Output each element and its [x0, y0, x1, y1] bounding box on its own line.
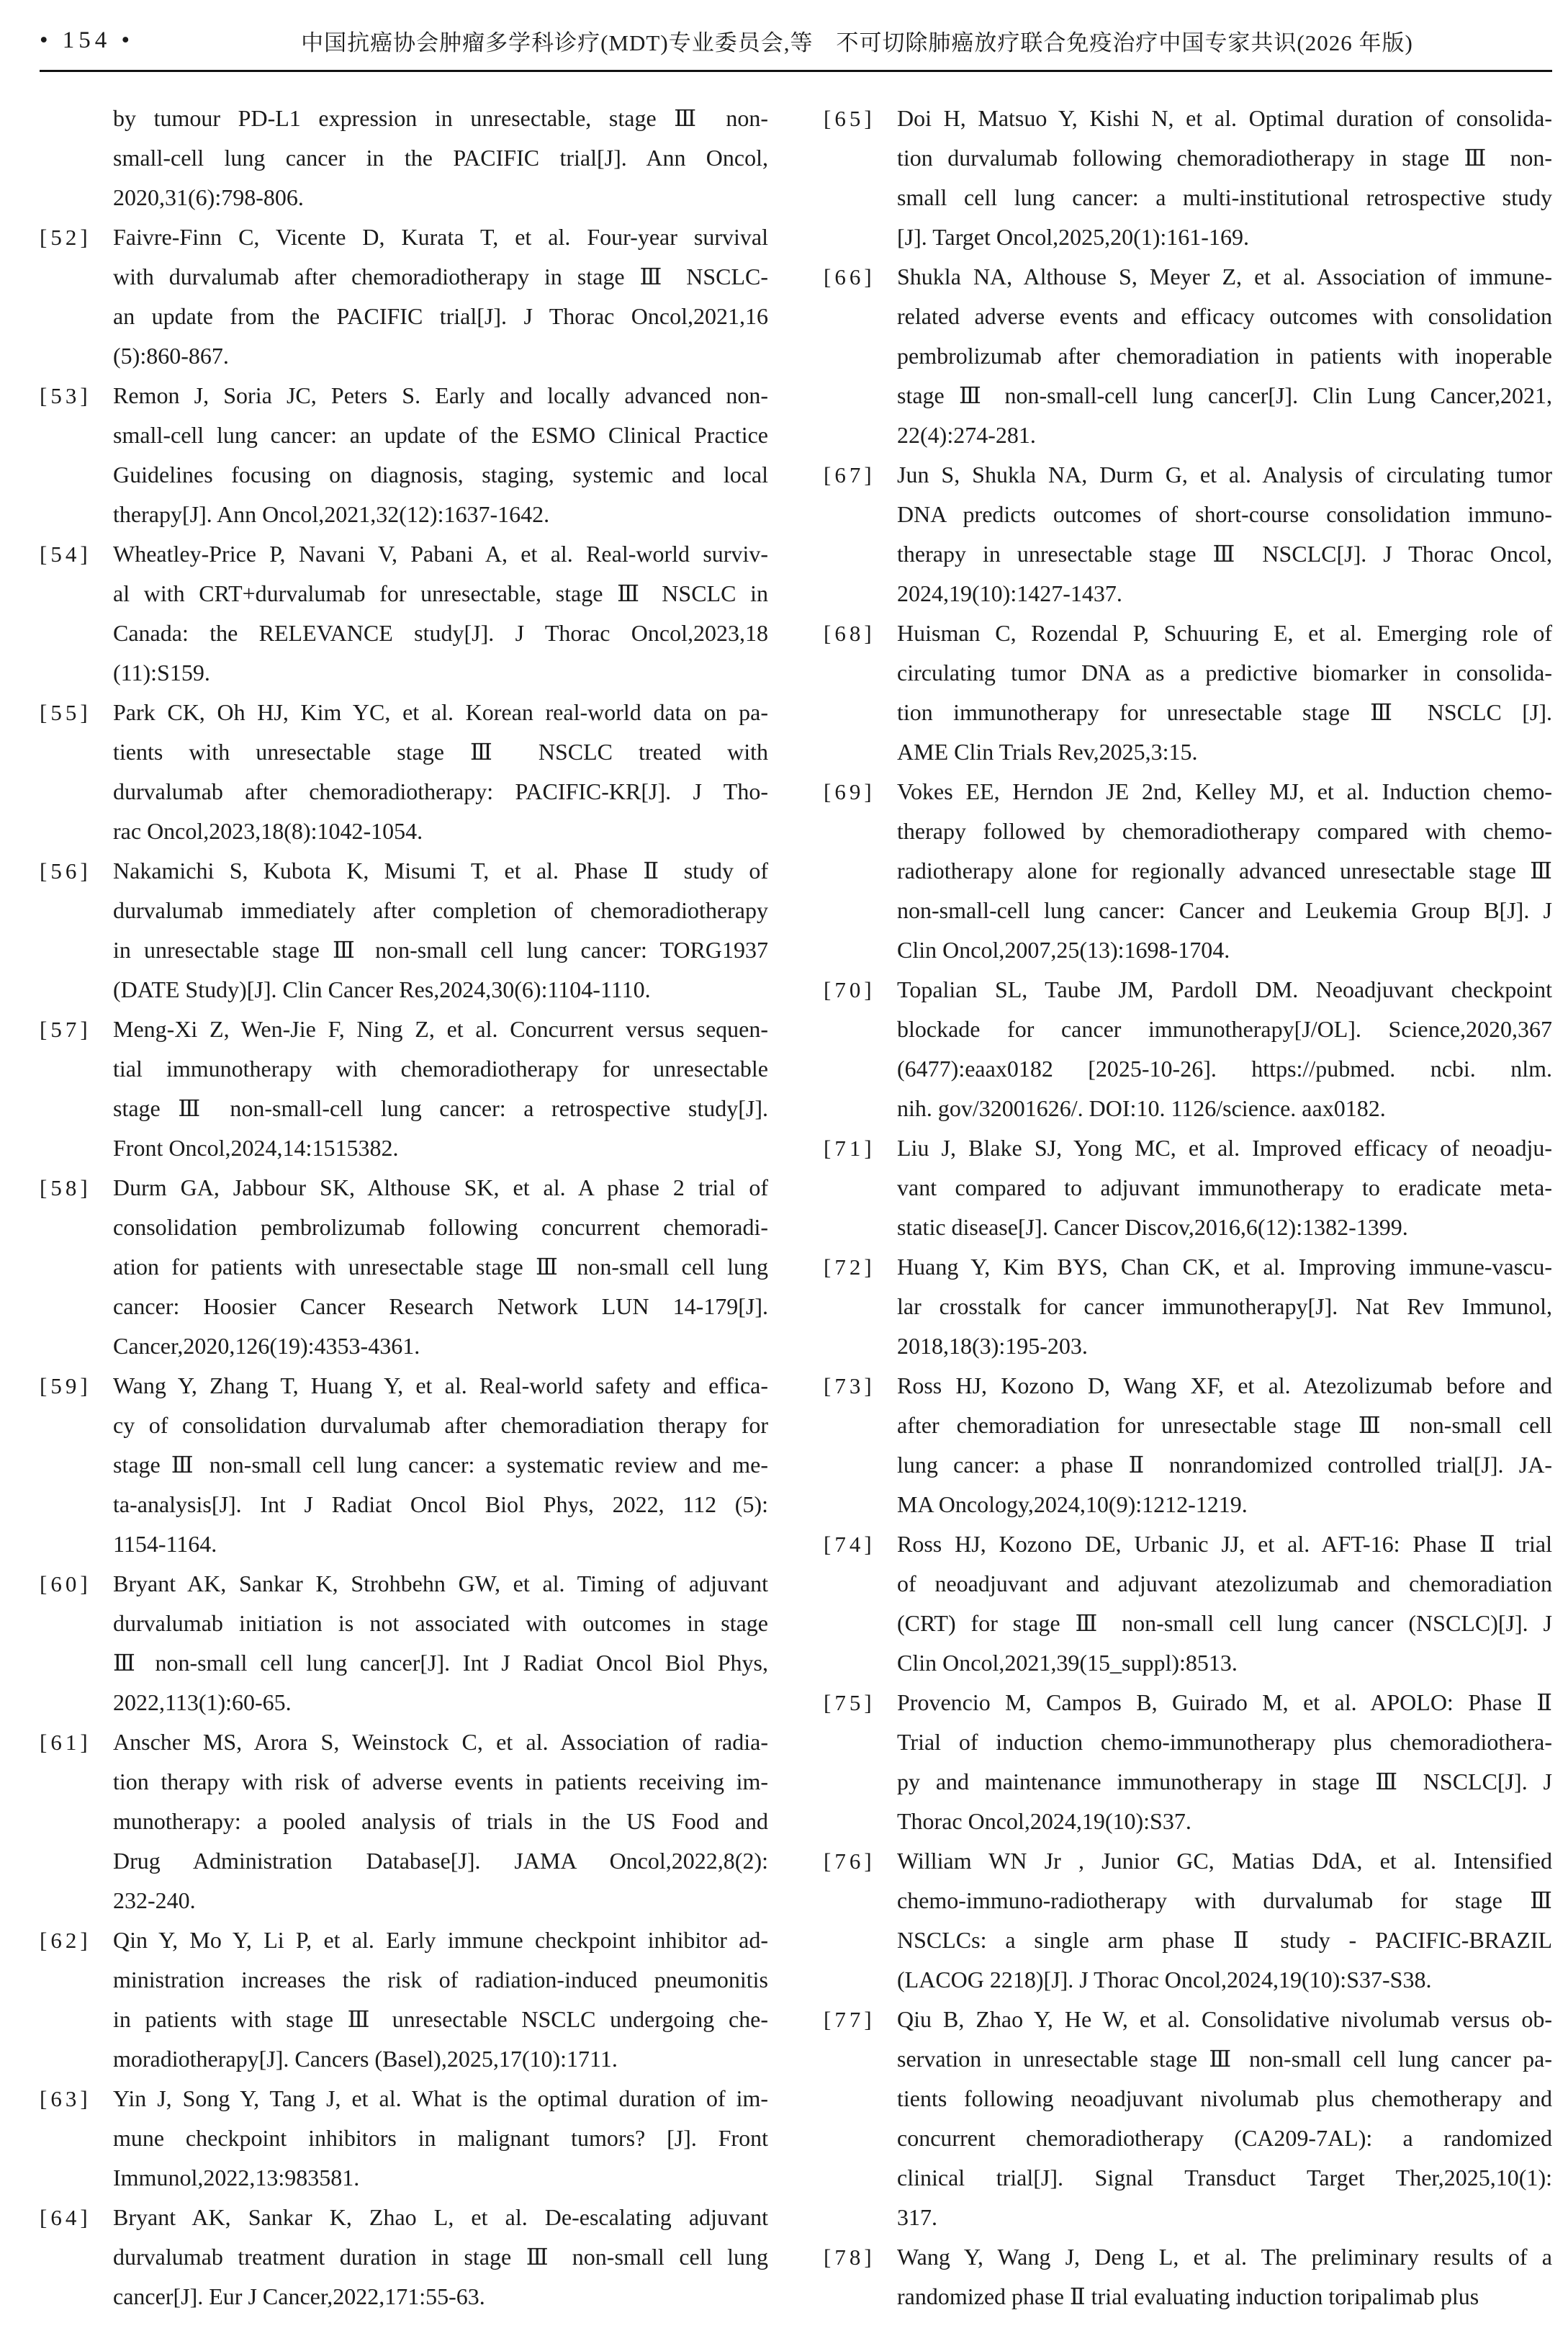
- reference-line: Clin Oncol,2007,25(13):1698-1704.: [897, 937, 1230, 963]
- reference-number: [56]: [40, 858, 91, 884]
- reference-item: [824, 1524, 1552, 1683]
- reference-line: chemo-immuno-radiotherapy with durvalumab for stage Ⅲ: [897, 1887, 1552, 1913]
- reference-line: nih. gov/32001626/. DOI:10. 1126/science. aax0182.: [897, 1095, 1386, 1121]
- reference-body: [113, 1168, 768, 1366]
- reference-line: Ross HJ, Kozono D, Wang XF, et al. Atezolizumab before and: [897, 1372, 1552, 1398]
- reference-line: durvalumab immediately after completion of chemoradiotherapy: [113, 897, 768, 923]
- reference-line: Canada: the RELEVANCE study[J]. J Thorac Oncol,2023,18: [113, 620, 768, 646]
- reference-item: [40, 693, 768, 851]
- reference-line: 1154-1164.: [113, 1531, 217, 1557]
- reference-number: [72]: [824, 1254, 875, 1280]
- reference-line: small-cell lung cancer in the PACIFIC trial[J]. Ann Oncol,: [113, 145, 768, 171]
- reference-body: [897, 772, 1552, 970]
- reference-line: Remon J, Soria JC, Peters S. Early and locally advanced non-: [113, 382, 768, 408]
- reference-item: [824, 1366, 1552, 1524]
- reference-body: [113, 1564, 768, 1722]
- reference-line: 2022,113(1):60-65.: [113, 1689, 292, 1715]
- reference-line: Drug Administration Database[J]. JAMA Oncol,2022,8(2):: [113, 1848, 768, 1874]
- reference-line: consolidation pembrolizumab following concurrent chemoradi-: [113, 1214, 768, 1240]
- reference-body: [113, 851, 768, 1010]
- references-section: [40, 99, 1552, 2317]
- reference-line: Doi H, Matsuo Y, Kishi N, et al. Optimal duration of consolida-: [897, 105, 1552, 131]
- reference-number: [58]: [40, 1175, 91, 1200]
- reference-item: [824, 1128, 1552, 1247]
- reference-item: [824, 772, 1552, 970]
- reference-line: DNA predicts outcomes of short-course consolidation immuno-: [897, 501, 1552, 527]
- reference-body: [113, 1366, 768, 1564]
- reference-body: [897, 970, 1552, 1128]
- reference-number: [68]: [824, 621, 875, 646]
- reference-number: [64]: [40, 2205, 91, 2230]
- reference-number: [53]: [40, 383, 91, 408]
- reference-number: [59]: [40, 1373, 91, 1398]
- reference-line: clinical trial[J]. Signal Transduct Target Ther,2025,10(1):: [897, 2165, 1552, 2191]
- reference-line: Park CK, Oh HJ, Kim YC, et al. Korean real-world data on pa-: [113, 699, 768, 725]
- reference-item: [824, 2000, 1552, 2237]
- reference-line: Wheatley-Price P, Navani V, Pabani A, et al. Real-world surviv-: [113, 541, 768, 567]
- reference-line: vant compared to adjuvant immunotherapy to eradicate meta-: [897, 1174, 1552, 1200]
- reference-line: William WN Jr , Junior GC, Matias DdA, et al. Intensified: [897, 1848, 1552, 1874]
- reference-body: [897, 455, 1552, 614]
- reference-line: of neoadjuvant and adjuvant atezolizumab and chemoradiation: [897, 1571, 1552, 1596]
- reference-line: tients with unresectable stage Ⅲ NSCLC treated with: [113, 739, 768, 765]
- header-divider: [40, 70, 1552, 72]
- reference-item: [40, 217, 768, 376]
- reference-body: [897, 2237, 1552, 2317]
- reference-body: [113, 2079, 768, 2198]
- reference-line: by tumour PD-L1 expression in unresectable, stage Ⅲ non-: [113, 105, 768, 131]
- reference-item: [824, 455, 1552, 614]
- reference-item: [824, 2237, 1552, 2317]
- reference-line: lung cancer: a phase Ⅱ nonrandomized controlled trial[J]. JA-: [897, 1452, 1552, 1478]
- reference-body: [897, 1683, 1552, 1841]
- reference-line: stage Ⅲ non-small-cell lung cancer: a retrospective study[J].: [113, 1095, 768, 1121]
- reference-line: (6477):eaax0182 [2025-10-26]. https://pubmed. ncbi. nlm.: [897, 1056, 1552, 1082]
- reference-line: ation for patients with unresectable stage Ⅲ non-small cell lung: [113, 1254, 768, 1280]
- reference-line: AME Clin Trials Rev,2025,3:15.: [897, 739, 1198, 765]
- reference-body: [897, 257, 1552, 455]
- reference-line: pembrolizumab after chemoradiation in patients with inoperable: [897, 343, 1552, 369]
- reference-body: [897, 2000, 1552, 2237]
- reference-line: Qin Y, Mo Y, Li P, et al. Early immune checkpoint inhibitor ad-: [113, 1927, 768, 1953]
- reference-body: [897, 99, 1552, 257]
- reference-line: 22(4):274-281.: [897, 422, 1036, 448]
- reference-item: [824, 970, 1552, 1128]
- reference-body: [113, 2198, 768, 2317]
- reference-line: [J]. Target Oncol,2025,20(1):161-169.: [897, 224, 1249, 250]
- reference-line: tion durvalumab following chemoradiotherapy in stage Ⅲ non-: [897, 145, 1552, 171]
- reference-line: durvalumab initiation is not associated with outcomes in stage: [113, 1610, 768, 1636]
- reference-line: durvalumab after chemoradiotherapy: PACIFIC-KR[J]. J Tho-: [113, 778, 768, 804]
- page-header: [40, 22, 1552, 59]
- reference-line: Topalian SL, Taube JM, Pardoll DM. Neoadjuvant checkpoint: [897, 976, 1552, 1002]
- reference-line: (5):860-867.: [113, 343, 229, 369]
- reference-line: (CRT) for stage Ⅲ non-small cell lung cancer (NSCLC)[J]. J: [897, 1610, 1552, 1636]
- references-column-right: [824, 99, 1552, 2317]
- reference-line: lar crosstalk for cancer immunotherapy[J]. Nat Rev Immunol,: [897, 1293, 1552, 1319]
- reference-line: in patients with stage Ⅲ unresectable NSCLC undergoing che-: [113, 2006, 768, 2032]
- reference-body: [897, 1366, 1552, 1524]
- reference-line: Provencio M, Campos B, Guirado M, et al. APOLO: Phase Ⅱ: [897, 1689, 1552, 1715]
- reference-number: [55]: [40, 700, 91, 725]
- reference-line: MA Oncology,2024,10(9):1212-1219.: [897, 1491, 1248, 1517]
- reference-line: Vokes EE, Herndon JE 2nd, Kelley MJ, et al. Induction chemo-: [897, 778, 1552, 804]
- reference-line: Front Oncol,2024,14:1515382.: [113, 1135, 399, 1161]
- reference-body: [897, 1524, 1552, 1683]
- reference-line: Clin Oncol,2021,39(15_suppl):8513.: [897, 1650, 1238, 1676]
- reference-line: 232-240.: [113, 1887, 196, 1913]
- reference-item: [40, 1366, 768, 1564]
- reference-line: rac Oncol,2023,18(8):1042-1054.: [113, 818, 423, 844]
- reference-line: 2024,19(10):1427-1437.: [897, 580, 1122, 606]
- reference-line: concurrent chemoradiotherapy (CA209-7AL): a randomized: [897, 2125, 1552, 2151]
- reference-line: ta-analysis[J]. Int J Radiat Oncol Biol Phys, 2022, 112 (5):: [113, 1491, 768, 1517]
- reference-number: [60]: [40, 1571, 91, 1596]
- reference-number: [74]: [824, 1532, 875, 1557]
- reference-body: [113, 99, 768, 217]
- reference-line: 317.: [897, 2204, 937, 2230]
- reference-line: Bryant AK, Sankar K, Zhao L, et al. De-escalating adjuvant: [113, 2204, 768, 2230]
- reference-item: [40, 1564, 768, 1722]
- reference-body: [113, 534, 768, 693]
- reference-line: Cancer,2020,126(19):4353-4361.: [113, 1333, 420, 1359]
- reference-line: non-small-cell lung cancer: Cancer and Leukemia Group B[J]. J: [897, 897, 1552, 923]
- reference-body: [113, 217, 768, 376]
- reference-number: [61]: [40, 1730, 91, 1755]
- reference-line: stage Ⅲ non-small-cell lung cancer[J]. Clin Lung Cancer,2021,: [897, 382, 1552, 408]
- reference-line: 2020,31(6):798-806.: [113, 184, 304, 210]
- reference-item: [824, 1247, 1552, 1366]
- reference-line: with durvalumab after chemoradiotherapy in stage Ⅲ NSCLC-: [113, 264, 768, 289]
- reference-line: therapy[J]. Ann Oncol,2021,32(12):1637-1642.: [113, 501, 550, 527]
- reference-body: [897, 614, 1552, 772]
- reference-line: cy of consolidation durvalumab after chemoradiation therapy for: [113, 1412, 768, 1438]
- reference-number: [78]: [824, 2245, 875, 2270]
- reference-number: [54]: [40, 542, 91, 567]
- reference-body: [897, 1247, 1552, 1366]
- reference-item: [824, 1841, 1552, 2000]
- reference-line: Jun S, Shukla NA, Durm G, et al. Analysis of circulating tumor: [897, 462, 1552, 487]
- reference-number: [69]: [824, 779, 875, 804]
- reference-line: NSCLCs: a single arm phase Ⅱ study - PACIFIC-BRAZIL: [897, 1927, 1552, 1953]
- reference-line: therapy followed by chemoradiotherapy compared with chemo-: [897, 818, 1552, 844]
- reference-body: [113, 693, 768, 851]
- reference-line: Ross HJ, Kozono DE, Urbanic JJ, et al. AFT-16: Phase Ⅱ trial: [897, 1531, 1552, 1557]
- reference-body: [897, 1841, 1552, 2000]
- reference-number: [63]: [40, 2086, 91, 2111]
- reference-line: in unresectable stage Ⅲ non-small cell lung cancer: TORG1937: [113, 937, 768, 963]
- reference-line: tial immunotherapy with chemoradiotherapy for unresectable: [113, 1056, 768, 1082]
- reference-line: py and maintenance immunotherapy in stage Ⅲ NSCLC[J]. J: [897, 1769, 1552, 1794]
- reference-line: radiotherapy alone for regionally advanced unresectable stage Ⅲ: [897, 858, 1552, 884]
- reference-line: small cell lung cancer: a multi-institutional retrospective study: [897, 184, 1552, 210]
- reference-line: al with CRT+durvalumab for unresectable, stage Ⅲ NSCLC in: [113, 580, 768, 606]
- reference-item: [40, 1168, 768, 1366]
- reference-item: [40, 1920, 768, 2079]
- reference-item: [40, 376, 768, 534]
- reference-item: [824, 1683, 1552, 1841]
- reference-line: cancer: Hoosier Cancer Research Network LUN 14-179[J].: [113, 1293, 768, 1319]
- reference-line: Shukla NA, Althouse S, Meyer Z, et al. Association of immune-: [897, 264, 1552, 289]
- reference-item: [824, 257, 1552, 455]
- reference-line: 2018,18(3):195-203.: [897, 1333, 1088, 1359]
- reference-number: [57]: [40, 1017, 91, 1042]
- reference-line: Qiu B, Zhao Y, He W, et al. Consolidative nivolumab versus ob-: [897, 2006, 1552, 2032]
- reference-item: [40, 2079, 768, 2198]
- reference-line: Nakamichi S, Kubota K, Misumi T, et al. Phase Ⅱ study of: [113, 858, 768, 884]
- reference-item: [40, 99, 768, 217]
- reference-line: Meng-Xi Z, Wen-Jie F, Ning Z, et al. Concurrent versus sequen-: [113, 1016, 768, 1042]
- reference-line: durvalumab treatment duration in stage Ⅲ non-small cell lung: [113, 2244, 768, 2270]
- reference-number: [77]: [824, 2007, 875, 2032]
- reference-line: Liu J, Blake SJ, Yong MC, et al. Improved efficacy of neoadju-: [897, 1135, 1552, 1161]
- reference-line: Anscher MS, Arora S, Weinstock C, et al. Association of radia-: [113, 1729, 768, 1755]
- reference-line: Faivre-Finn C, Vicente D, Kurata T, et al. Four-year survival: [113, 224, 768, 250]
- reference-item: [40, 1010, 768, 1168]
- reference-body: [897, 1128, 1552, 1247]
- reference-number: [66]: [824, 264, 875, 289]
- reference-line: Thorac Oncol,2024,19(10):S37.: [897, 1808, 1191, 1834]
- reference-line: randomized phase Ⅱ trial evaluating induction toripalimab plus: [897, 2283, 1479, 2309]
- reference-line: stage Ⅲ non-small cell lung cancer: a systematic review and me-: [113, 1452, 768, 1478]
- reference-item: [40, 2198, 768, 2317]
- reference-line: small-cell lung cancer: an update of the ESMO Clinical Practice: [113, 422, 768, 448]
- reference-line: Huisman C, Rozendal P, Schuuring E, et al. Emerging role of: [897, 620, 1552, 646]
- reference-body: [113, 376, 768, 534]
- reference-line: Immunol,2022,13:983581.: [113, 2165, 360, 2191]
- reference-line: ministration increases the risk of radiation-induced pneumonitis: [113, 1967, 768, 1992]
- reference-number: [73]: [824, 1373, 875, 1398]
- reference-line: static disease[J]. Cancer Discov,2016,6(12):1382-1399.: [897, 1214, 1408, 1240]
- reference-line: therapy in unresectable stage Ⅲ NSCLC[J]. J Thorac Oncol,: [897, 541, 1552, 567]
- reference-line: an update from the PACIFIC trial[J]. J Thorac Oncol,2021,16: [113, 303, 768, 329]
- reference-item: [40, 534, 768, 693]
- reference-line: Huang Y, Kim BYS, Chan CK, et al. Improving immune-vascu-: [897, 1254, 1552, 1280]
- reference-line: Yin J, Song Y, Tang J, et al. What is the optimal duration of im-: [113, 2085, 768, 2111]
- reference-number: [70]: [824, 977, 875, 1002]
- reference-line: mune checkpoint inhibitors in malignant tumors? [J]. Front: [113, 2125, 768, 2151]
- reference-body: [113, 1920, 768, 2079]
- reference-line: servation in unresectable stage Ⅲ non-small cell lung cancer pa-: [897, 2046, 1552, 2072]
- reference-line: (DATE Study)[J]. Clin Cancer Res,2024,30(6):1104-1110.: [113, 976, 651, 1002]
- reference-item: [824, 614, 1552, 772]
- reference-number: [62]: [40, 1928, 91, 1953]
- reference-line: (11):S159.: [113, 660, 210, 686]
- reference-line: tion therapy with risk of adverse events in patients receiving im-: [113, 1769, 768, 1794]
- reference-number: [67]: [824, 462, 875, 487]
- reference-line: tion immunotherapy for unresectable stage Ⅲ NSCLC [J].: [897, 699, 1552, 725]
- page-number: • 154 •: [40, 27, 135, 53]
- reference-line: related adverse events and efficacy outcomes with consolidation: [897, 303, 1552, 329]
- reference-line: after chemoradiation for unresectable stage Ⅲ non-small cell: [897, 1412, 1552, 1438]
- reference-number: [65]: [824, 106, 875, 131]
- reference-number: [71]: [824, 1136, 875, 1161]
- reference-number: [52]: [40, 225, 91, 250]
- reference-line: moradiotherapy[J]. Cancers (Basel),2025,17(10):1711.: [113, 2046, 618, 2072]
- reference-line: cancer[J]. Eur J Cancer,2022,171:55-63.: [113, 2283, 485, 2309]
- reference-line: Guidelines focusing on diagnosis, staging, systemic and local: [113, 462, 768, 487]
- reference-line: Trial of induction chemo-immunotherapy plus chemoradiothera-: [897, 1729, 1552, 1755]
- reference-number: [76]: [824, 1848, 875, 1874]
- reference-line: (LACOG 2218)[J]. J Thorac Oncol,2024,19(10):S37-S38.: [897, 1967, 1432, 1992]
- page-title: 中国抗癌协会肿瘤多学科诊疗(MDT)专业委员会,等 不可切除肺癌放疗联合免疫治疗中国专家共识(2026 年版): [301, 30, 1413, 55]
- reference-line: Ⅲ non-small cell lung cancer[J]. Int J Radiat Oncol Biol Phys,: [113, 1650, 768, 1676]
- reference-line: Bryant AK, Sankar K, Strohbehn GW, et al. Timing of adjuvant: [113, 1571, 768, 1596]
- reference-body: [113, 1010, 768, 1168]
- reference-item: [40, 1722, 768, 1920]
- reference-line: tients following neoadjuvant nivolumab plus chemotherapy and: [897, 2085, 1552, 2111]
- reference-item: [40, 851, 768, 1010]
- reference-line: circulating tumor DNA as a predictive biomarker in consolida-: [897, 660, 1552, 686]
- reference-line: Wang Y, Zhang T, Huang Y, et al. Real-world safety and effica-: [113, 1372, 768, 1398]
- reference-body: [113, 1722, 768, 1920]
- reference-line: blockade for cancer immunotherapy[J/OL]. Science,2020,367: [897, 1016, 1552, 1042]
- reference-number: [75]: [824, 1690, 875, 1715]
- reference-line: munotherapy: a pooled analysis of trials in the US Food and: [113, 1808, 768, 1834]
- reference-line: Wang Y, Wang J, Deng L, et al. The preliminary results of a: [897, 2244, 1552, 2270]
- reference-item: [824, 99, 1552, 257]
- reference-line: Durm GA, Jabbour SK, Althouse SK, et al. A phase 2 trial of: [113, 1174, 768, 1200]
- references-column-left: [40, 99, 768, 2317]
